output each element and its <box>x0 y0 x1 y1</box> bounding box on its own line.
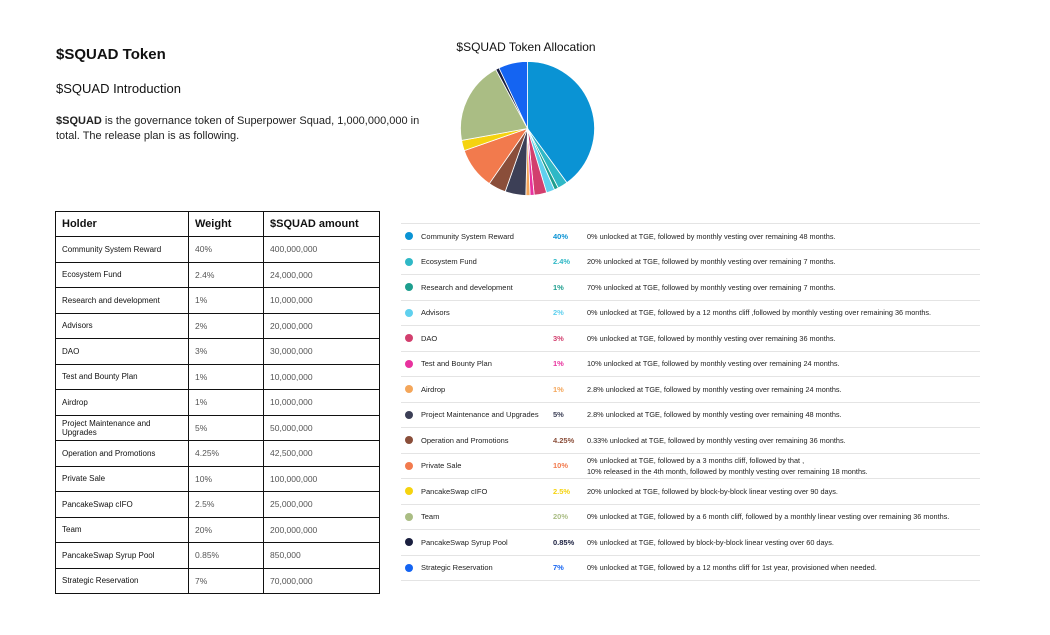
table-row <box>56 415 380 441</box>
legend-vesting-description: 70% unlocked at TGE, followed by monthly vesting over remaining 7 months. <box>587 282 836 292</box>
legend-color-dot <box>405 538 413 546</box>
legend-percent: 10% <box>553 461 569 471</box>
legend-vesting-description: 0.33% unlocked at TGE, followed by monthly vesting over remaining 36 months. <box>587 435 846 445</box>
weight-cell: 4.25% <box>189 441 264 467</box>
allocation-table <box>55 211 380 594</box>
table-row <box>56 364 380 390</box>
table-row <box>56 543 380 569</box>
legend-name: Community System Reward <box>421 231 514 241</box>
amount-cell: 24,000,000 <box>264 262 380 288</box>
legend-item <box>401 275 980 301</box>
legend-item <box>401 505 980 531</box>
legend-percent: 1% <box>553 359 564 369</box>
legend-color-dot <box>405 385 413 393</box>
amount-cell: 850,000 <box>264 543 380 569</box>
legend-name: Test and Bounty Plan <box>421 359 492 369</box>
amount-cell: 100,000,000 <box>264 466 380 492</box>
weight-cell: 20% <box>189 517 264 543</box>
legend-color-dot <box>405 436 413 444</box>
amount-cell: 200,000,000 <box>264 517 380 543</box>
legend-name: Airdrop <box>421 384 446 394</box>
legend-name: PancakeSwap cIFO <box>421 486 488 496</box>
legend-item <box>401 479 980 505</box>
holder-cell: Advisors <box>56 313 189 339</box>
table-row <box>56 313 380 339</box>
legend-vesting-description: 20% unlocked at TGE, followed by monthly vesting over remaining 7 months. <box>587 257 836 267</box>
legend-percent: 40% <box>553 231 569 241</box>
intro-text <box>56 114 436 144</box>
header-amount: $SQUAD amount <box>264 212 380 237</box>
legend-name: PancakeSwap Syrup Pool <box>421 537 508 547</box>
legend-vesting-description: 10% unlocked at TGE, followed by monthly vesting over remaining 24 months. <box>587 359 840 369</box>
chart-title: $SQUAD Token Allocation <box>456 40 596 54</box>
legend-item <box>401 454 980 480</box>
legend-color-dot <box>405 462 413 470</box>
legend-vesting-description: 0% unlocked at TGE, followed by monthly vesting over remaining 36 months. <box>587 333 836 343</box>
legend-name: Private Sale <box>421 461 462 471</box>
weight-cell: 7% <box>189 568 264 594</box>
legend-color-dot <box>405 564 413 572</box>
holder-cell: PancakeSwap cIFO <box>56 492 189 518</box>
holder-cell: Ecosystem Fund <box>56 262 189 288</box>
table-row <box>56 339 380 365</box>
table-header-row <box>56 212 380 237</box>
holder-cell: Team <box>56 517 189 543</box>
page-title: $SQUAD Token <box>56 46 166 63</box>
holder-cell: Project Maintenance and Upgrades <box>56 415 189 441</box>
legend-color-dot <box>405 513 413 521</box>
intro-heading: $SQUAD Introduction <box>56 81 182 96</box>
legend-color-dot <box>405 232 413 240</box>
legend-percent: 4.25% <box>553 435 575 445</box>
weight-cell: 3% <box>189 339 264 365</box>
legend-name: DAO <box>421 333 438 343</box>
header-holder: Holder <box>56 212 189 237</box>
allocation-pie-chart <box>455 56 600 201</box>
legend-item <box>401 224 980 250</box>
intro-body: is the governance token of Superpower Squad, 1,000,000,000 in total. The release plan is as following. <box>56 115 420 142</box>
legend-percent: 1% <box>553 384 564 394</box>
legend-percent: 5% <box>553 410 564 420</box>
legend-name: Ecosystem Fund <box>421 257 477 267</box>
legend-vesting-description: 0% unlocked at TGE, followed by monthly vesting over remaining 48 months. <box>587 231 836 241</box>
legend-percent: 1% <box>553 282 564 292</box>
intro-token-name: $SQUAD <box>56 115 102 127</box>
legend-item <box>401 326 980 352</box>
holder-cell: DAO <box>56 339 189 365</box>
legend-color-dot <box>405 360 413 368</box>
weight-cell: 1% <box>189 390 264 416</box>
amount-cell: 10,000,000 <box>264 364 380 390</box>
holder-cell: Test and Bounty Plan <box>56 364 189 390</box>
legend-color-dot <box>405 487 413 495</box>
weight-cell: 2% <box>189 313 264 339</box>
table-row <box>56 466 380 492</box>
weight-cell: 1% <box>189 364 264 390</box>
legend-percent: 20% <box>553 512 569 522</box>
legend-percent: 2.5% <box>553 486 571 496</box>
table-row <box>56 288 380 314</box>
legend-item <box>401 556 980 582</box>
amount-cell: 10,000,000 <box>264 288 380 314</box>
legend-item <box>401 250 980 276</box>
legend-name: Advisors <box>421 308 450 318</box>
legend-color-dot <box>405 283 413 291</box>
header-weight: Weight <box>189 212 264 237</box>
holder-cell: PancakeSwap Syrup Pool <box>56 543 189 569</box>
weight-cell: 5% <box>189 415 264 441</box>
legend-percent: 3% <box>553 333 564 343</box>
amount-cell: 42,500,000 <box>264 441 380 467</box>
legend-item <box>401 301 980 327</box>
legend-vesting-description: 2.8% unlocked at TGE, followed by monthly vesting over remaining 24 months. <box>587 384 842 394</box>
holder-cell: Research and development <box>56 288 189 314</box>
weight-cell: 10% <box>189 466 264 492</box>
holder-cell: Operation and Promotions <box>56 441 189 467</box>
legend-name: Project Maintenance and Upgrades <box>421 410 539 420</box>
amount-cell: 20,000,000 <box>264 313 380 339</box>
weight-cell: 2.4% <box>189 262 264 288</box>
legend-vesting-description: 0% unlocked at TGE, followed by a 12 months cliff for 1st year, provisioned when needed. <box>587 563 877 573</box>
legend-vesting-description: 0% unlocked at TGE, followed by a 6 month cliff, followed by a monthly linear vesting over remaining 36 months. <box>587 512 950 522</box>
legend-item <box>401 428 980 454</box>
amount-cell: 70,000,000 <box>264 568 380 594</box>
legend-percent: 7% <box>553 563 564 573</box>
legend-color-dot <box>405 258 413 266</box>
legend-name: Team <box>421 512 440 522</box>
legend-vesting-description: 0% unlocked at TGE, followed by a 3 months cliff, followed by that , 10% released in the 4th month, followed by monthly vesting over remaining 18 months. <box>587 455 868 476</box>
weight-cell: 0.85% <box>189 543 264 569</box>
table-row <box>56 492 380 518</box>
amount-cell: 50,000,000 <box>264 415 380 441</box>
legend-color-dot <box>405 334 413 342</box>
amount-cell: 10,000,000 <box>264 390 380 416</box>
holder-cell: Community System Reward <box>56 237 189 263</box>
table-row <box>56 568 380 594</box>
legend-vesting-description: 0% unlocked at TGE, followed by a 12 months cliff ,followed by monthly vesting over remaining 36 months. <box>587 308 932 318</box>
legend-item <box>401 377 980 403</box>
legend-color-dot <box>405 411 413 419</box>
table-row <box>56 237 380 263</box>
legend-percent: 2% <box>553 308 564 318</box>
amount-cell: 25,000,000 <box>264 492 380 518</box>
allocation-legend <box>401 223 980 581</box>
amount-cell: 400,000,000 <box>264 237 380 263</box>
legend-name: Research and development <box>421 282 513 292</box>
table-row <box>56 390 380 416</box>
table-row <box>56 517 380 543</box>
holder-cell: Strategic Reservation <box>56 568 189 594</box>
amount-cell: 30,000,000 <box>264 339 380 365</box>
legend-item <box>401 530 980 556</box>
weight-cell: 1% <box>189 288 264 314</box>
legend-name: Strategic Reservation <box>421 563 493 573</box>
table-row <box>56 262 380 288</box>
legend-vesting-description: 20% unlocked at TGE, followed by block-by-block linear vesting over 90 days. <box>587 486 838 496</box>
legend-item <box>401 403 980 429</box>
legend-color-dot <box>405 309 413 317</box>
weight-cell: 2.5% <box>189 492 264 518</box>
legend-percent: 0.85% <box>553 537 575 547</box>
legend-name: Operation and Promotions <box>421 435 509 445</box>
weight-cell: 40% <box>189 237 264 263</box>
holder-cell: Airdrop <box>56 390 189 416</box>
legend-vesting-description: 2.8% unlocked at TGE, followed by monthly vesting over remaining 48 months. <box>587 410 842 420</box>
legend-percent: 2.4% <box>553 257 571 267</box>
legend-item <box>401 352 980 378</box>
table-row <box>56 441 380 467</box>
legend-vesting-description: 0% unlocked at TGE, followed by block-by-block linear vesting over 60 days. <box>587 537 834 547</box>
holder-cell: Private Sale <box>56 466 189 492</box>
